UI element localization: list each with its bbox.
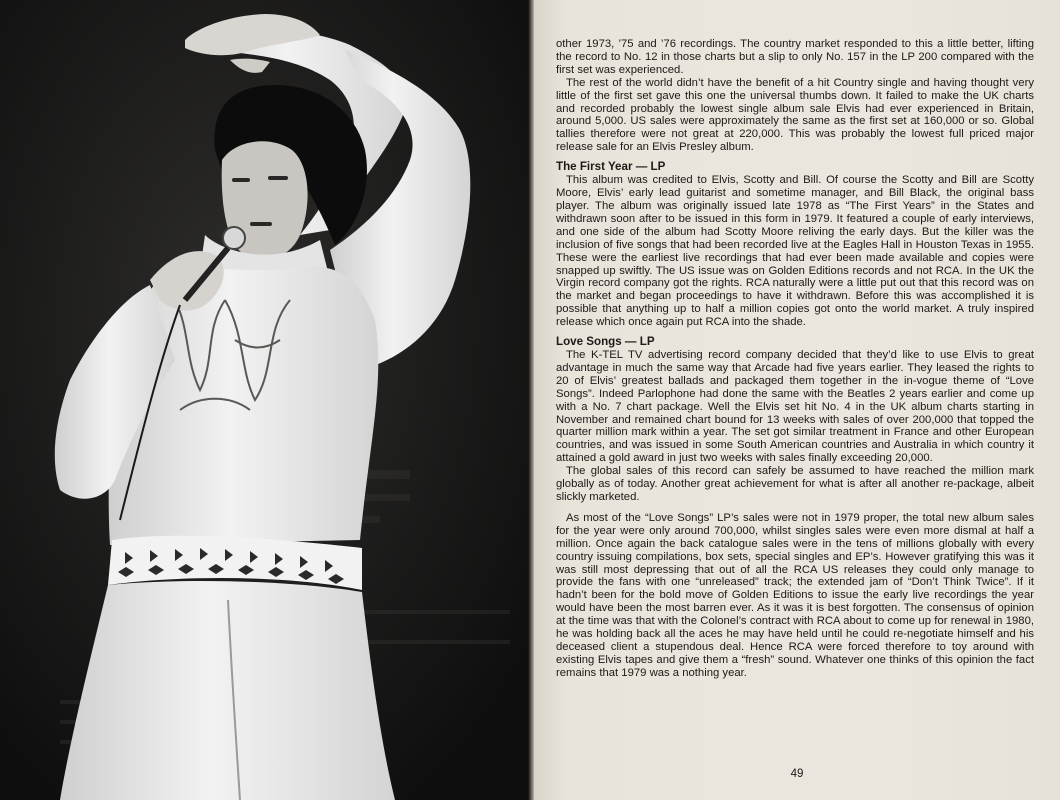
section-heading: Love Songs — LP xyxy=(556,335,655,349)
paragraph: As most of the “Love Songs” LP’s sales were not in 1979 proper, the total new album sales for the year were only around 700,000, whilst singles sales were even more dismal at half a million. Once again the back catalogue sales were in the tens of millions globally with every country issuing compilations, box sets, special singles and EP’s. However gratifying this was it was still most depressing that out of all the RCA US releases they could only manage to provide the fans with one “unreleased” track; the extended jam of “Don’t Think Twice”. If it hadn’t been for the bold move of Golden Editions to issue the early live recordings the year would have been the most barren ever. As it was it is best forgotten. The consensus of opinion at the time was that with the Colonel’s contract with RCA about to come up for renewal in 1980, he was holding back all the aces he may have held until he could re-negotiate himself and his deceased client a stupendous deal. Hence RCA were forced therefore to toy around with existing Elvis tapes and give them a “fresh” sound. Whatever one thinks of this opinion the fact remains that 1979 was a nothing year. xyxy=(556,511,1034,679)
performer-photo-icon xyxy=(0,0,528,800)
section-heading: The First Year — LP xyxy=(556,160,666,174)
text-page xyxy=(534,0,1060,800)
page-number: 49 xyxy=(790,768,804,780)
paragraph: The K-TEL TV advertising record company decided that they’d like to use Elvis to great advantage in much the same way that Arcade had five years earlier. They leased the rights to 20 of Elvis’ greatest ballads and packaged them together in the in-vogue theme of “Love Songs”. Indeed Parlophone had done the same with the Beatles 2 years earlier and come up with a No. 7 chart package. Well the Elvis set hit No. 4 in the UK album charts starting in November and remained chart bound for 13 weeks with sales of over 200,000 that topped the quarter million mark within a year. The set got similar treatment in France and other European countries, and was issued in some South American countries and Australia in which country it attained a gold award in just two weeks with sales finally exceeding 20,000. xyxy=(556,349,1034,465)
photo-page xyxy=(0,0,528,800)
paragraph: other 1973, ’75 and ’76 recordings. The country market responded to this a little better, lifting the record to No. 12 in those charts but a slip to only No. 157 in the LP 200 compared with the first set was experienced. xyxy=(556,38,1034,76)
paragraph: This album was credited to Elvis, Scotty and Bill. Of course the Scotty and Bill are Scotty Moore, Elvis’ early lead guitarist and sometime manager, and Bill Black, the original bass player. The album was originally issued late 1978 as “The First Years” in the States and withdrawn soon after to be issued in this form in 1979. It featured a couple of early interviews, and one side of the album had Scotty Moore reliving the early days. But the killer was the inclusion of five songs that had been recorded live at the Eagles Hall in Houston Texas in 1955. These were the earliest live recordings that had ever been made available and copies were snapped up swiftly. The US issue was on Golden Editions records and not RCA. In the UK the Virgin record company got the rights. RCA naturally were a little put out that this record was on the market and began proceedings to have it withdrawn. Before this was accomplished it is possible that anything up to half a million copies got onto the world market. A truly inspired release which once again put RCA into the shade. xyxy=(556,174,1034,329)
paragraph: The rest of the world didn’t have the benefit of a hit Country single and having thought very little of the first set gave this one the universal thumbs down. It failed to make the UK charts and recorded probably the lowest single album sale Elvis had ever experienced in Britain, around 5,000. US sales were approximately the same as the first set at 160,000 or so. Global tallies therefore were not great at 220,000. This was probably the lowest full priced major release sale for an Elvis Presley album. xyxy=(556,76,1034,154)
paragraph: The global sales of this record can safely be assumed to have reached the million mark globally as of today. Another great achievement for what is after all another re-package, albeit slickly marketed. xyxy=(556,465,1034,503)
